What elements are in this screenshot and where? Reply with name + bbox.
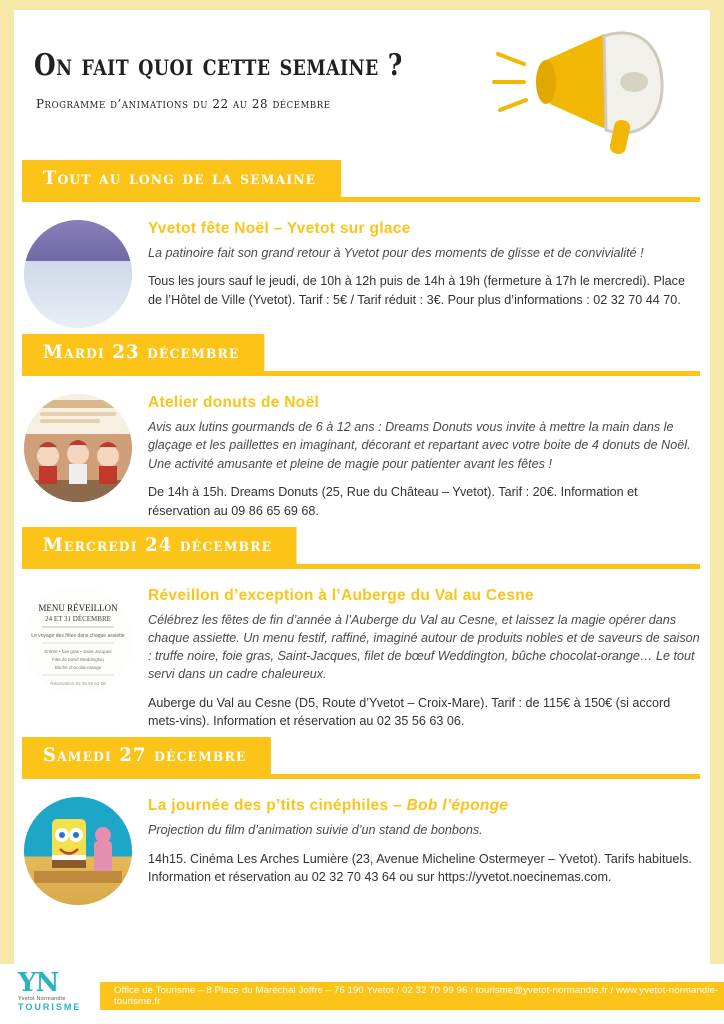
section-banner-wednesday (14, 527, 710, 571)
border-left (0, 0, 14, 1024)
svg-text:24 ET 31 DÉCEMBRE: 24 ET 31 DÉCEMBRE (45, 614, 111, 623)
svg-text:Le voyage des fêtes dans chaqu: Le voyage des fêtes dans chaque assiette (31, 632, 125, 639)
svg-text:Bûche chocolat-orange: Bûche chocolat-orange (54, 664, 102, 670)
banner-label: Mercredi 24 décembre (22, 527, 297, 564)
svg-text:MENU RÉVEILLON: MENU RÉVEILLON (38, 602, 118, 613)
banner-label: Mardi 23 décembre (22, 334, 264, 371)
event-body (148, 392, 700, 521)
event-title-main: La journée des p’tits cinéphiles – (148, 797, 407, 815)
event-lead: Célébrez les fêtes de fin d’année à l’Auberge du Val au Cesne, et laissez la magie opérer dans chaque assiette. Un menu festif, raffiné, imaginé autour de produits nobles et de saveurs de saison : truffe noire, foie gras, Saint-Jacques, filet de bœuf Weddington, bûche chocolat-orange… Le tout servi dans un cadre chaleureux. (148, 612, 700, 682)
event-thumbnail-donuts (24, 394, 132, 502)
event-title-main: Yvetot fête Noël – Yvetot sur glace (148, 220, 411, 237)
banner-underline (22, 774, 700, 779)
logo-subtitle: Yvetot Normandie (18, 996, 66, 1002)
event-title (148, 394, 700, 412)
svg-text:Réservation 02 35 56 63 06: Réservation 02 35 56 63 06 (50, 680, 106, 686)
svg-text:Filet de bœuf Weddington: Filet de bœuf Weddington (52, 656, 104, 662)
section-banner-week (14, 160, 710, 204)
event-title-main: Réveillon d’exception à l’Auberge du Val au Cesne (148, 586, 534, 604)
event-body (148, 795, 700, 887)
footer-contact-text: Office de Tourisme – 8 Place du Maréchal Joffre – 76 190 Yvetot / 02 32 70 99 96 / tourisme@yvetot-normandie.fr / www.yvetot-normandie-tourisme.fr (114, 985, 719, 1007)
event-info: Auberge du Val au Cesne (D5, Route d’Yvetot – Croix-Mare). Tarif : de 115€ à 150€ (si accord mets-vins). Information et réservation au 02 35 56 63 06. (148, 695, 671, 729)
section-banner-saturday (14, 737, 710, 781)
event-item (14, 781, 710, 911)
event-lead: Projection du film d’animation suivie d’un stand de bonbons. (148, 823, 483, 838)
poster-content (14, 10, 710, 911)
event-item (14, 378, 710, 527)
event-title (148, 220, 700, 238)
event-title (148, 797, 700, 815)
event-item (14, 204, 710, 334)
megaphone-icon (484, 20, 704, 165)
event-lead: La patinoire fait son grand retour à Yvetot pour des moments de glisse et de convivialité ! (148, 246, 644, 260)
event-thumbnail-ice-skating (24, 220, 132, 328)
event-item (14, 571, 710, 738)
event-body (148, 218, 700, 310)
event-body (148, 585, 700, 732)
event-info: 14h15. Cinéma Les Arches Lumière (23, Avenue Micheline Ostermeyer – Yvetot). Tarifs habituels. Information et réservation au 02 32 70 43 64 ou sur https://yvetot.noecinemas.com. (148, 851, 692, 885)
event-lead: Avis aux lutins gourmands de 6 à 12 ans : Dreams Donuts vous invite à mettre la main dans le glaçage et les paillettes en imaginant, décorant et repartant avec votre boite de 4 donuts de Noël. Une activité amusante et pleine de magie pour patienter avant les fêtes ! (148, 420, 691, 471)
event-thumbnail-reveillon (24, 587, 132, 695)
logo-mark: YN (18, 968, 59, 998)
banner-underline (22, 197, 700, 202)
border-right (710, 0, 724, 1024)
page-subtitle: Programme d’animations du 22 au 28 décembre (36, 96, 331, 111)
footer-band (100, 982, 724, 1010)
poster-footer (0, 964, 724, 1024)
poster-header (14, 10, 710, 160)
event-title (148, 587, 700, 605)
svg-text:Entrée • foie gras • Saint-Jac: Entrée • foie gras • Saint-Jacques (44, 648, 112, 654)
event-info: De 14h à 15h. Dreams Donuts (25, Rue du Château – Yvetot). Tarif : 20€. Information et réservation au 09 86 65 69 68. (148, 484, 638, 518)
banner-label: Tout au long de la semaine (22, 160, 341, 197)
border-top (0, 0, 724, 10)
banner-label: Samedi 27 décembre (22, 737, 271, 774)
event-title-italic: Bob l’éponge (406, 797, 509, 815)
event-title-main: Atelier donuts de Noël (148, 394, 320, 411)
page-title: On fait quoi cette semaine ? (34, 48, 403, 83)
event-thumbnail-bob-leponge (24, 797, 132, 905)
logo-yvetot-normandie-tourisme (18, 970, 98, 1018)
logo-tagline: TOURISME (18, 1002, 82, 1012)
banner-underline (22, 371, 700, 376)
section-banner-tuesday (14, 334, 710, 378)
event-info: Tous les jours sauf le jeudi, de 10h à 12h puis de 14h à 19h (fermeture à 17h le mercredi). Place de l’Hôtel de Ville (Yvetot). Tarif : 5€ / Tarif réduit : 3€. Pour plus d’informations : 02 32 70 44 70. (148, 274, 685, 308)
banner-underline (22, 564, 700, 569)
